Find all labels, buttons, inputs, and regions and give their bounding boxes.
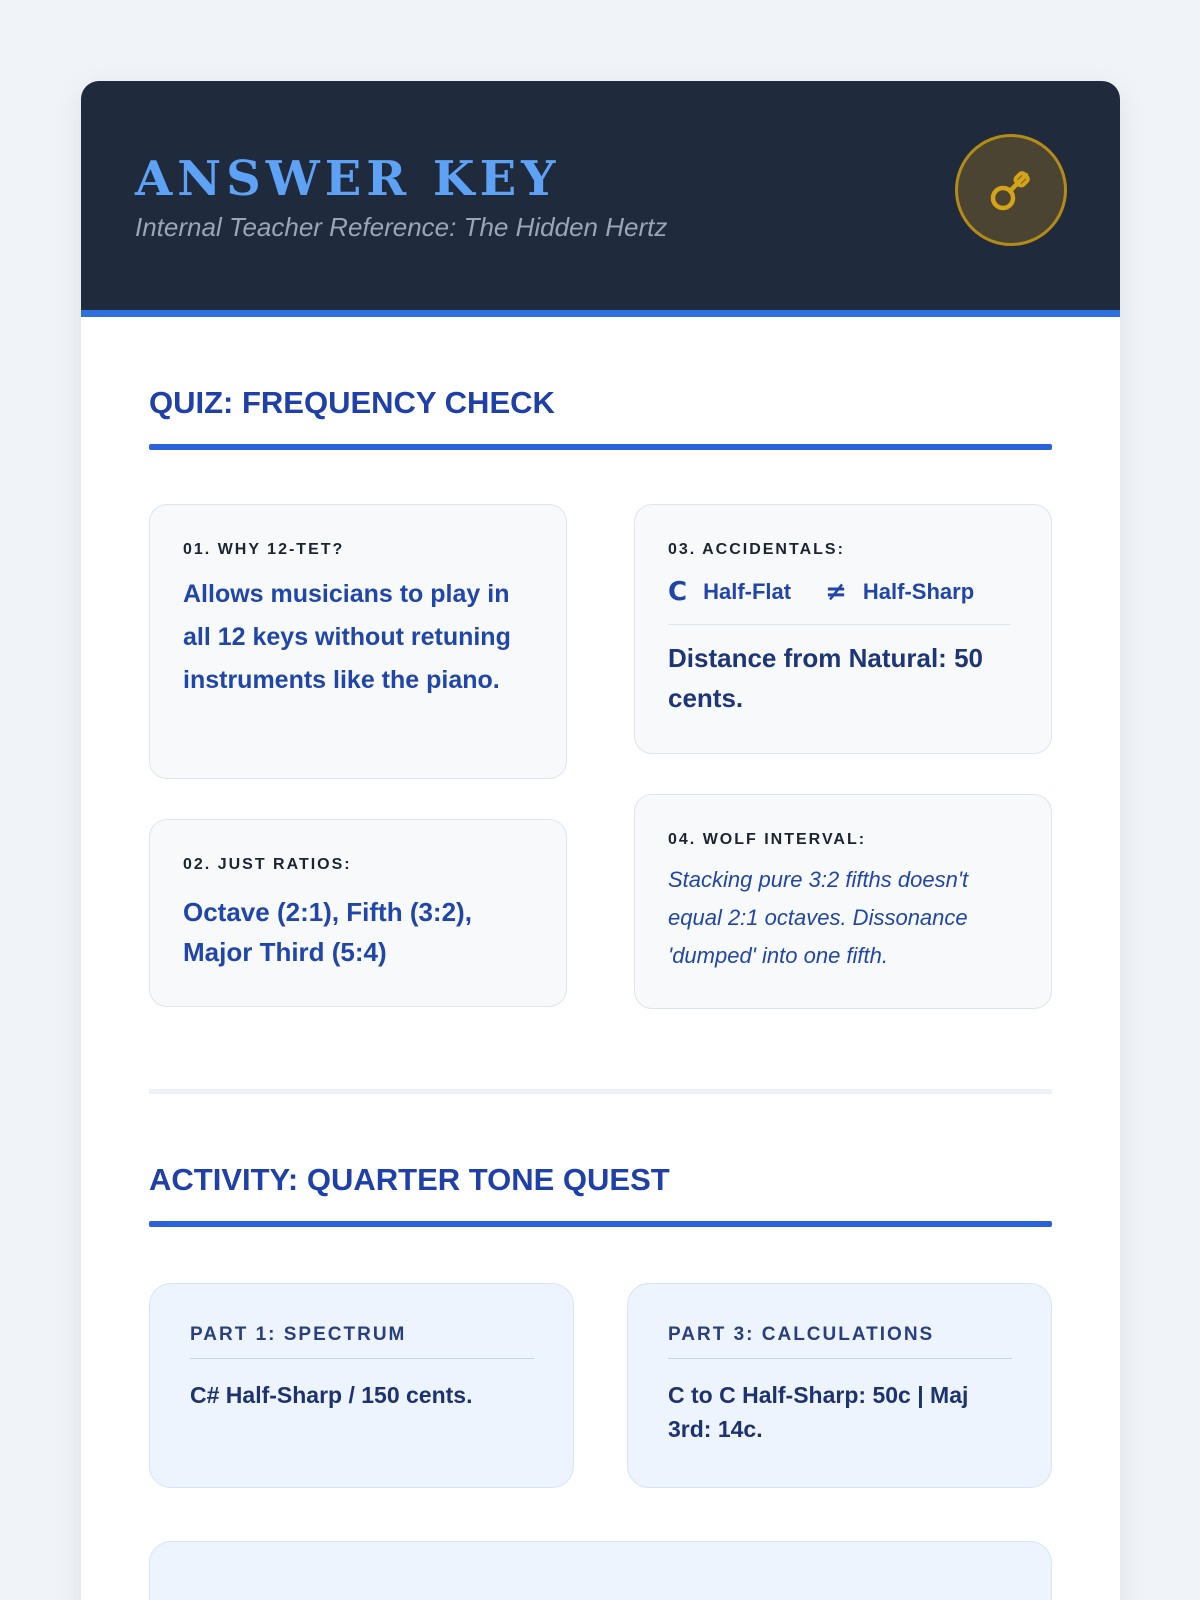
accidentals-divider: [668, 624, 1010, 625]
accidentals-row: [668, 577, 1016, 607]
half-flat-item: [668, 577, 791, 607]
q1-answer: Allows musicians to play in all 12 keys without retuning instruments like the piano.: [183, 580, 511, 694]
half-sharp-item: [825, 577, 974, 607]
quiz-section-title: QUIZ: FREQUENCY CHECK: [149, 385, 555, 420]
quiz-card-q2: [149, 819, 567, 1007]
q2-label: 02. JUST RATIOS:: [183, 856, 352, 873]
half-flat-icon: Ϲ: [668, 577, 688, 607]
quiz-card-q1: [149, 504, 567, 779]
activity-title-rule: [149, 1221, 1052, 1227]
activity-card-part3: [627, 1283, 1052, 1488]
quiz-card-q4: [634, 794, 1052, 1009]
key-icon: [985, 164, 1037, 216]
part1-label: PART 1: SPECTRUM: [190, 1324, 407, 1345]
header: [81, 81, 1120, 317]
q3-answer: Distance from Natural: 50 cents.: [668, 643, 983, 713]
q3-label: 03. ACCIDENTALS:: [668, 541, 845, 558]
quiz-card-q3: [634, 504, 1052, 754]
q4-label: 04. WOLF INTERVAL:: [668, 831, 867, 848]
part3-text: C to C Half-Sharp: 50c | Maj 3rd: 14c.: [668, 1382, 969, 1442]
activity-card-next: [149, 1541, 1052, 1600]
page-title: ANSWER KEY: [135, 151, 561, 207]
key-badge: [955, 134, 1067, 246]
half-flat-label: Half-Flat: [703, 579, 792, 604]
q4-answer: Stacking pure 3:2 fifths doesn't equal 2:1 octaves. Dissonance 'dumped' into one fifth.: [668, 867, 969, 968]
page-subtitle: Internal Teacher Reference: The Hidden Hertz: [135, 212, 668, 242]
answer-key-card: [81, 81, 1120, 1600]
part3-rule: [668, 1358, 1012, 1359]
q2-answer: Octave (2:1), Fifth (3:2), Major Third (5:4): [183, 897, 472, 967]
q1-label: 01. WHY 12-TET?: [183, 541, 345, 558]
part1-rule: [190, 1358, 534, 1359]
half-sharp-label: Half-Sharp: [862, 579, 975, 604]
quiz-title-rule: [149, 444, 1052, 450]
part3-label: PART 3: CALCULATIONS: [668, 1324, 935, 1345]
section-divider: [149, 1089, 1052, 1094]
activity-section-title: ACTIVITY: QUARTER TONE QUEST: [149, 1162, 670, 1197]
part1-text: C# Half-Sharp / 150 cents.: [190, 1382, 473, 1408]
activity-card-part1: [149, 1283, 574, 1488]
half-sharp-icon: ≠: [825, 577, 847, 607]
